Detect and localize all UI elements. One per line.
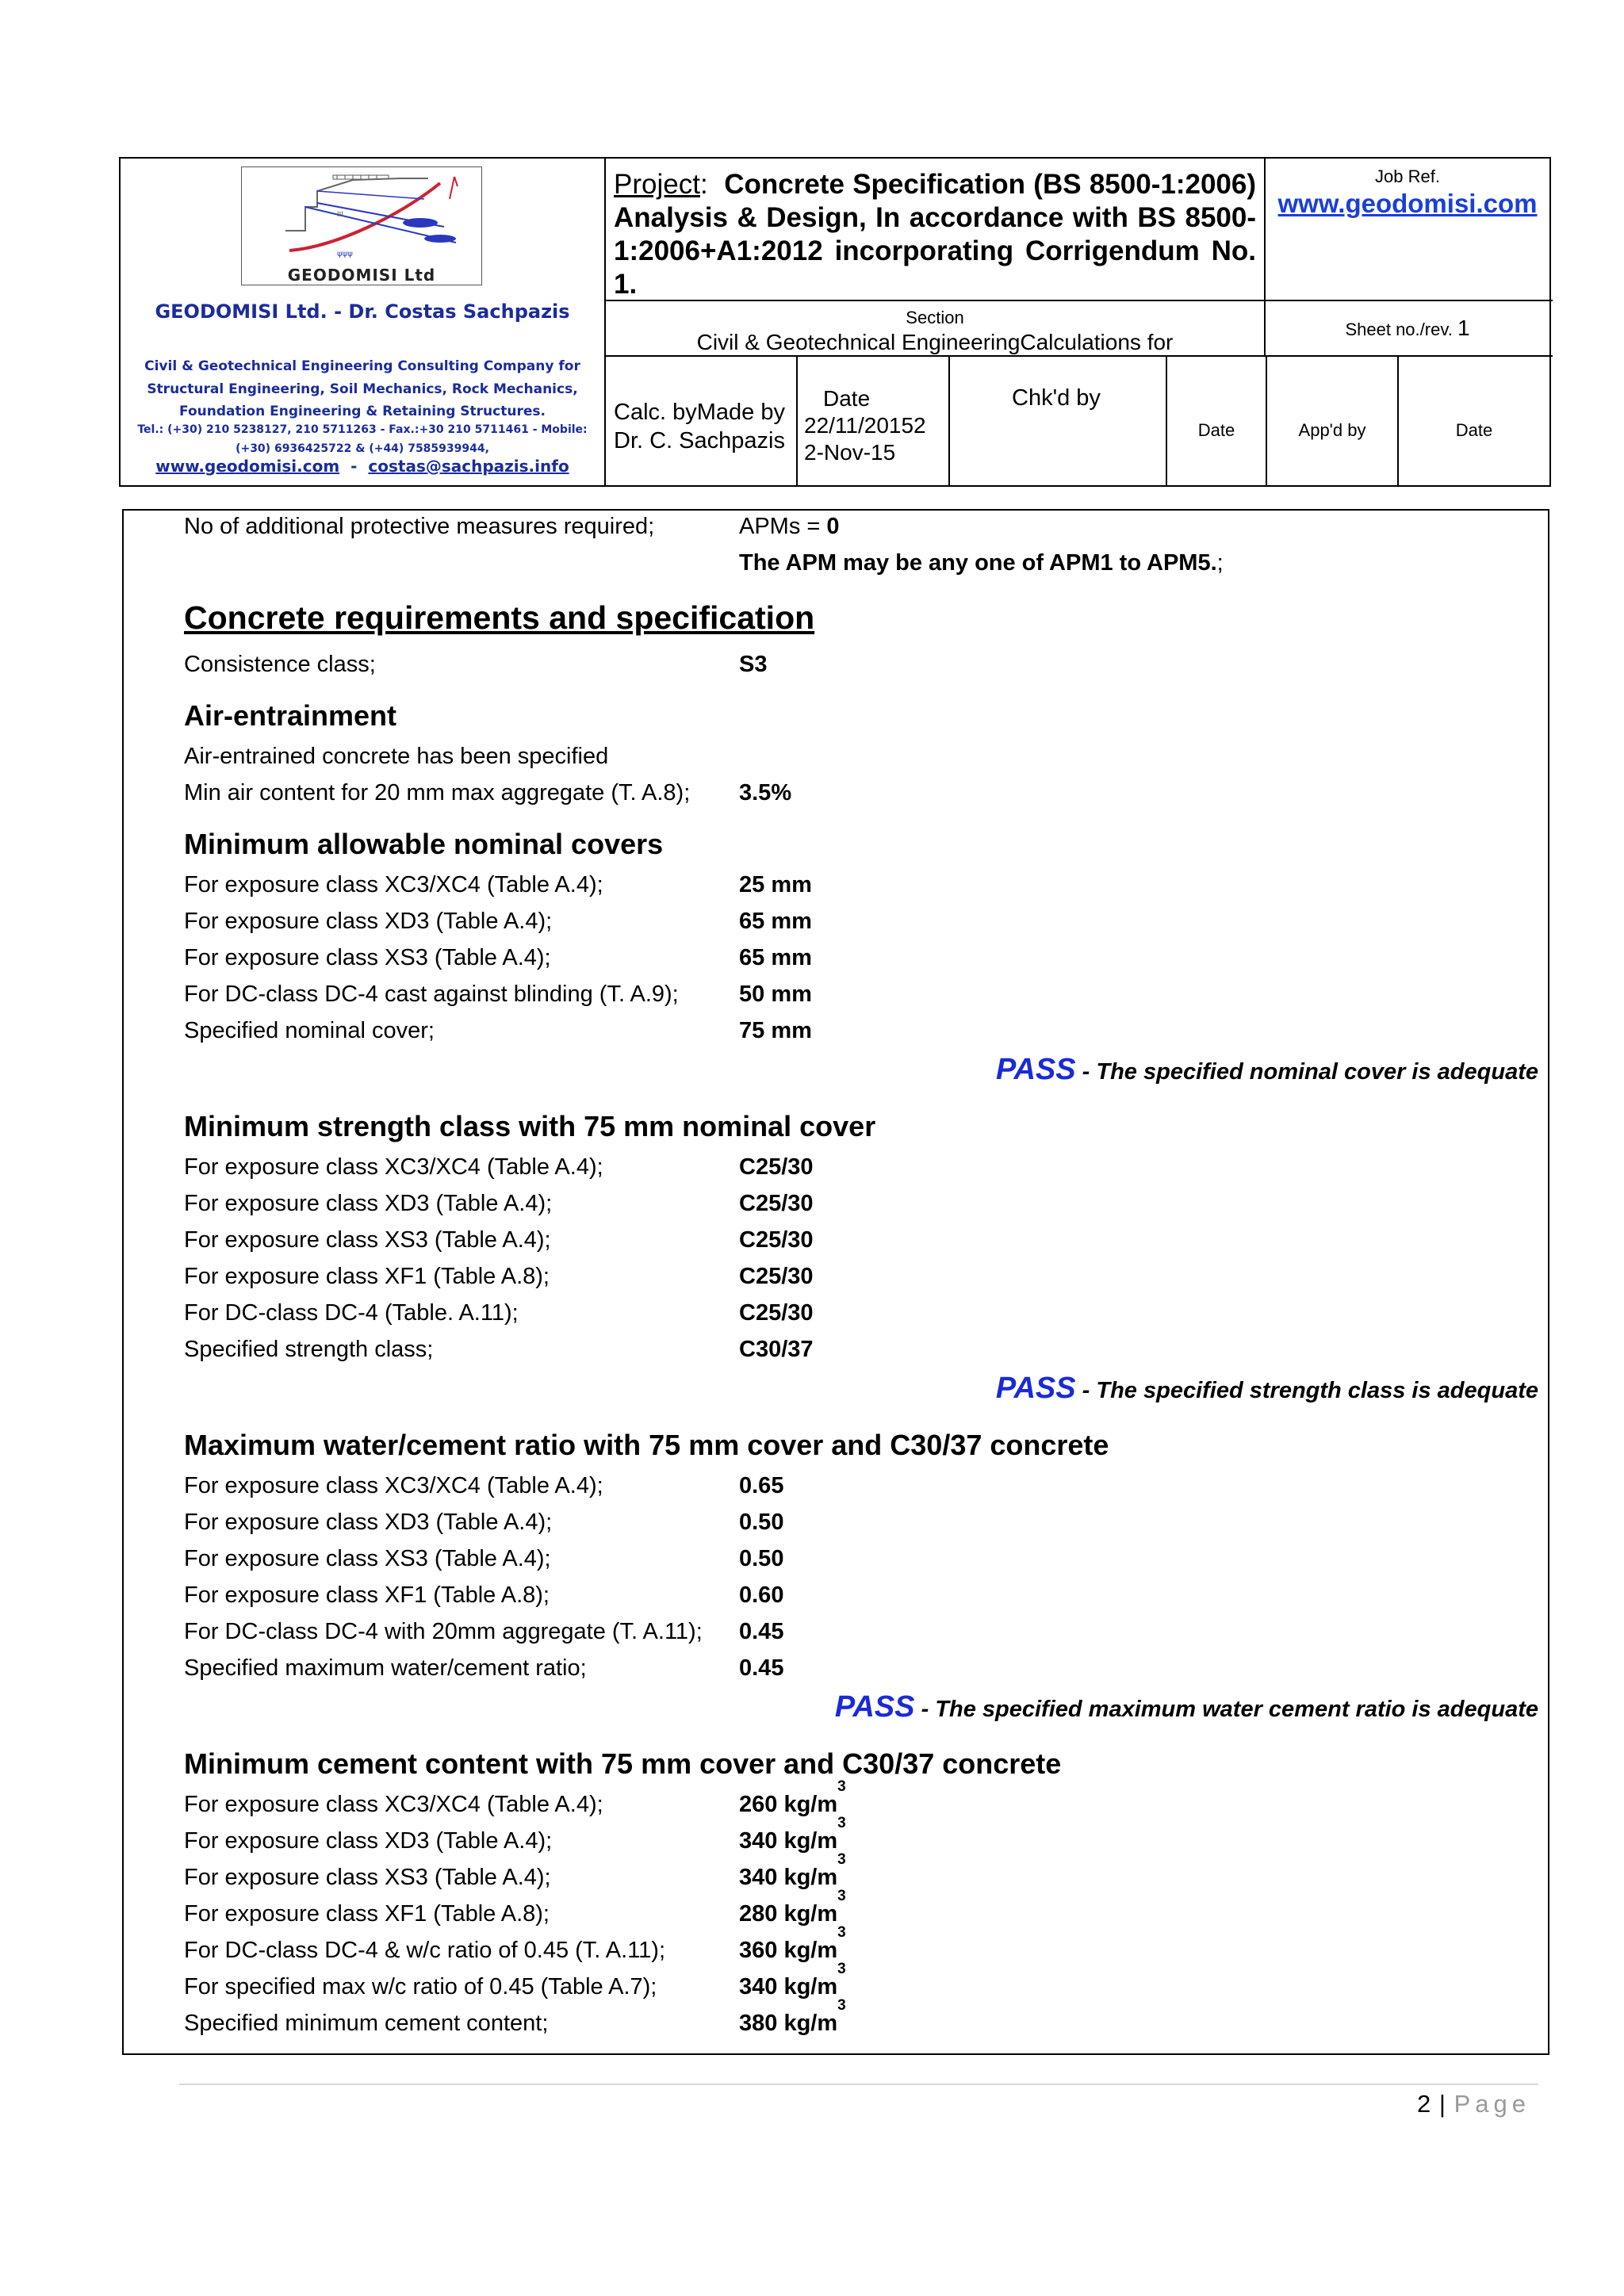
footer-separator: | bbox=[1438, 2090, 1446, 2118]
apm-note-text: The APM may be any one of APM1 to APM5. bbox=[739, 550, 1217, 576]
row-label: For exposure class XC3/XC4 (Table A.4); bbox=[184, 1792, 603, 1817]
page-number: 2 bbox=[1417, 2090, 1432, 2118]
covers-pass-result bbox=[996, 1053, 1538, 1087]
date-line-1: 22/11/20152 bbox=[804, 413, 926, 438]
job-ref-cell bbox=[1266, 159, 1549, 300]
cement-row bbox=[184, 1924, 1532, 1969]
approved-by-cell: App'd by bbox=[1298, 420, 1366, 440]
apm-note-suffix: ; bbox=[1216, 550, 1224, 576]
row-value bbox=[739, 1888, 846, 1927]
covers-heading: Minimum allowable nominal covers bbox=[184, 828, 664, 860]
calc-sheet-header bbox=[119, 157, 1551, 487]
sheet-label: Sheet no./rev. bbox=[1345, 320, 1453, 339]
row-value bbox=[739, 1961, 846, 2000]
company-logo bbox=[241, 166, 482, 285]
strength-row bbox=[184, 1264, 1532, 1295]
row-value: 65 mm bbox=[739, 909, 812, 934]
main-heading: Concrete requirements and specification bbox=[184, 599, 815, 636]
air-content-row bbox=[184, 780, 1532, 812]
cement-row bbox=[184, 1778, 1532, 1823]
row-label: Consistence class; bbox=[184, 652, 376, 677]
wc-row bbox=[184, 1510, 1532, 1541]
row-label: Min air content for 20 mm max aggregate (T. A.8); bbox=[184, 780, 691, 806]
pass-word: PASS bbox=[995, 1053, 1076, 1086]
row-label: For DC-class DC-4 cast against blinding (T. A.9); bbox=[184, 982, 679, 1007]
wc-pass-result bbox=[835, 1690, 1538, 1724]
logo-caption: GEODOMISI Ltd bbox=[287, 266, 436, 285]
row-label: Specified nominal cover; bbox=[184, 1018, 435, 1043]
row-value: 0.60 bbox=[739, 1582, 784, 1608]
row-label: For exposure class XF1 (Table A.8); bbox=[184, 1901, 550, 1927]
row-value: C25/30 bbox=[739, 1191, 814, 1216]
cement-value: 260 kg/m bbox=[739, 1792, 838, 1817]
strength-row bbox=[184, 1154, 1532, 1186]
cement-value: 340 kg/m bbox=[739, 1865, 838, 1890]
row-value: 0.45 bbox=[739, 1619, 784, 1644]
row-label: For exposure class XC3/XC4 (Table A.4); bbox=[184, 1473, 603, 1498]
row-label: For DC-class DC-4 with 20mm aggregate (T. A.11); bbox=[184, 1619, 703, 1644]
page-footer bbox=[1417, 2090, 1530, 2118]
air-heading: Air-entrainment bbox=[184, 699, 397, 732]
unit-superscript: 3 bbox=[837, 1815, 846, 1831]
project-title: Project: Concrete Specification (BS 8500-1:2006) Analysis & Design, In accordance with BS 8500-1:2006+A1:2012 incorporating Corrigendum No. 1. bbox=[614, 169, 1256, 300]
air-text-row bbox=[184, 744, 1532, 775]
row-label: For exposure class XD3 (Table A.4); bbox=[184, 1510, 553, 1535]
consistence-row bbox=[184, 652, 1532, 683]
row-label: For exposure class XC3/XC4 (Table A.4); bbox=[184, 1154, 603, 1180]
row-label: Specified maximum water/cement ratio; bbox=[184, 1655, 587, 1681]
wc-row bbox=[184, 1546, 1532, 1578]
row-label: For exposure class XS3 (Table A.4); bbox=[184, 1546, 551, 1571]
svg-text:ψψψ: ψψψ bbox=[337, 250, 353, 258]
strength-row bbox=[184, 1300, 1532, 1332]
strength-pass-result bbox=[996, 1372, 1538, 1406]
row-label: No of additional protective measures required; bbox=[184, 514, 655, 539]
row-label: For exposure class XD3 (Table A.4); bbox=[184, 1191, 553, 1216]
row-label: For exposure class XS3 (Table A.4); bbox=[184, 1865, 551, 1890]
row-label: For specified max w/c ratio of 0.45 (Table A.7); bbox=[184, 1974, 657, 1999]
row-label: For exposure class XC3/XC4 (Table A.4); bbox=[184, 872, 603, 897]
row-label: For exposure class XS3 (Table A.4); bbox=[184, 1227, 551, 1253]
row-value bbox=[739, 1924, 846, 1964]
row-value: C25/30 bbox=[739, 1154, 814, 1180]
row-label: For exposure class XD3 (Table A.4); bbox=[184, 1828, 553, 1854]
covers-row bbox=[184, 909, 1532, 940]
project-cell bbox=[606, 159, 1264, 300]
row-value bbox=[739, 1815, 846, 1854]
cement-value: 280 kg/m bbox=[739, 1901, 838, 1927]
row-value bbox=[739, 514, 840, 540]
row-label: For exposure class XS3 (Table A.4); bbox=[184, 945, 551, 970]
sheet-cell bbox=[1266, 301, 1549, 355]
unit-superscript: 3 bbox=[837, 1924, 846, 1941]
row-value: 50 mm bbox=[739, 982, 812, 1007]
row-label: For DC-class DC-4 (Table. A.11); bbox=[184, 1300, 519, 1326]
row-value bbox=[739, 1851, 846, 1891]
wc-row bbox=[184, 1655, 1532, 1687]
row-value: 25 mm bbox=[739, 872, 812, 897]
unit-superscript: 3 bbox=[837, 1997, 846, 2014]
row-label: Air-entrained concrete has been specified bbox=[184, 744, 609, 769]
cement-row bbox=[184, 1997, 1532, 2042]
row-value: C25/30 bbox=[739, 1300, 814, 1326]
row-value: C30/37 bbox=[739, 1337, 814, 1362]
pass-word: PASS bbox=[834, 1690, 915, 1724]
row-value: 3.5% bbox=[739, 780, 792, 806]
row-value: 0.65 bbox=[739, 1473, 784, 1498]
row-value bbox=[739, 1778, 846, 1818]
date-line-2: 2-Nov-15 bbox=[804, 440, 896, 465]
svg-text:III: III bbox=[337, 211, 343, 219]
cement-value: 340 kg/m bbox=[739, 1974, 838, 1999]
wc-row bbox=[184, 1619, 1532, 1651]
apm-prefix: APMs = bbox=[739, 514, 827, 539]
covers-row bbox=[184, 872, 1532, 904]
apm-value: 0 bbox=[826, 514, 840, 539]
strength-heading: Minimum strength class with 75 mm nominal cover bbox=[184, 1110, 876, 1142]
checked-by-cell: Chk'd by bbox=[1012, 385, 1101, 411]
cement-heading: Minimum cement content with 75 mm cover and C30/37 concrete bbox=[184, 1747, 1062, 1780]
date-cell bbox=[798, 357, 948, 485]
covers-row bbox=[184, 1018, 1532, 1050]
row-value: 65 mm bbox=[739, 945, 812, 970]
strength-row bbox=[184, 1227, 1532, 1259]
footer-divider bbox=[179, 2084, 1538, 2085]
company-info-cell bbox=[121, 159, 604, 485]
calc-by-cell: Calc. byMade by Dr. C. Sachpazis bbox=[614, 400, 785, 453]
apm-note-row bbox=[184, 550, 1532, 582]
pass-text: - The specified maximum water cement ratio is adequate bbox=[914, 1697, 1538, 1722]
unit-superscript: 3 bbox=[837, 1778, 846, 1795]
row-label: For exposure class XF1 (Table A.8); bbox=[184, 1582, 550, 1608]
company-phones: Tel.: (+30) 210 5238127, 210 5711263 - Fax.:+30 210 5711461 - Mobile: (+30) 6936425722 & (+44) 7585939944, bbox=[137, 423, 588, 455]
cement-row bbox=[184, 1851, 1532, 1896]
cement-row bbox=[184, 1815, 1532, 1860]
checked-date-cell: Date bbox=[1197, 420, 1235, 440]
row-value bbox=[739, 1997, 846, 2037]
retaining-wall-logo-icon bbox=[242, 167, 480, 262]
wc-row bbox=[184, 1473, 1532, 1505]
unit-superscript: 3 bbox=[837, 1961, 846, 1977]
sheet-value: 1 bbox=[1457, 316, 1470, 340]
cement-row bbox=[184, 1961, 1532, 2006]
covers-row bbox=[184, 982, 1532, 1013]
links-separator: - bbox=[350, 457, 358, 476]
project-label: Project bbox=[614, 169, 700, 200]
company-description: Civil & Geotechnical Engineering Consulting Company for Structural Engineering, Soil Mechanics, Rock Mechanics, Foundation Engineering & Retaining Structures. bbox=[144, 358, 580, 419]
cement-value: 360 kg/m bbox=[739, 1938, 838, 1963]
company-email-link[interactable]: costas@sachpazis.info bbox=[368, 457, 569, 476]
row-label: For exposure class XD3 (Table A.4); bbox=[184, 909, 553, 934]
strength-row bbox=[184, 1191, 1532, 1223]
row-value: 0.45 bbox=[739, 1655, 784, 1681]
row-value: S3 bbox=[739, 652, 768, 677]
row-value: 0.50 bbox=[739, 1546, 784, 1571]
apm-row bbox=[184, 514, 1532, 545]
row-label: Specified strength class; bbox=[184, 1337, 434, 1362]
page-word: Page bbox=[1454, 2090, 1530, 2118]
pass-word: PASS bbox=[995, 1372, 1076, 1405]
strength-row bbox=[184, 1337, 1532, 1368]
row-label: For exposure class XF1 (Table A.8); bbox=[184, 1264, 550, 1289]
cement-value: 340 kg/m bbox=[739, 1828, 838, 1854]
unit-superscript: 3 bbox=[837, 1888, 846, 1904]
wc-row bbox=[184, 1582, 1532, 1614]
approved-date-cell: Date bbox=[1455, 420, 1493, 440]
company-name: GEODOMISI Ltd. - Dr. Costas Sachpazis bbox=[155, 300, 570, 323]
calculation-body bbox=[122, 509, 1549, 2055]
unit-superscript: 3 bbox=[837, 1851, 846, 1868]
pass-text: - The specified nominal cover is adequate bbox=[1075, 1059, 1538, 1085]
row-value: 0.50 bbox=[739, 1510, 784, 1535]
job-ref-link[interactable]: www.geodomisi.com bbox=[1277, 189, 1538, 218]
apm-note bbox=[739, 550, 1224, 576]
pass-text: - The specified strength class is adequate bbox=[1075, 1378, 1538, 1403]
job-ref-label: Job Ref. bbox=[1375, 166, 1440, 186]
date-label: Date bbox=[823, 386, 871, 411]
row-label: Specified minimum cement content; bbox=[184, 2011, 549, 2036]
project-title-text: Concrete Specification (BS 8500-1:2006) Analysis & Design, In accordance with BS 8500-1:2006+A1:2012 incorporating Corrigendum No. 1. bbox=[614, 169, 1256, 300]
covers-row bbox=[184, 945, 1532, 977]
section-label: Section bbox=[906, 308, 964, 327]
row-value: C25/30 bbox=[739, 1227, 814, 1253]
section-value: Civil & Geotechnical EngineeringCalculations for bbox=[696, 330, 1174, 354]
company-website-link[interactable]: www.geodomisi.com bbox=[155, 457, 340, 476]
company-links bbox=[128, 457, 596, 476]
cement-row bbox=[184, 1888, 1532, 1933]
row-value: 75 mm bbox=[739, 1018, 812, 1043]
row-value: C25/30 bbox=[739, 1264, 814, 1289]
cement-value: 380 kg/m bbox=[739, 2011, 838, 2036]
row-label: For DC-class DC-4 & w/c ratio of 0.45 (T. A.11); bbox=[184, 1938, 666, 1963]
section-cell bbox=[606, 301, 1264, 355]
wc-heading: Maximum water/cement ratio with 75 mm cover and C30/37 concrete bbox=[184, 1429, 1109, 1461]
